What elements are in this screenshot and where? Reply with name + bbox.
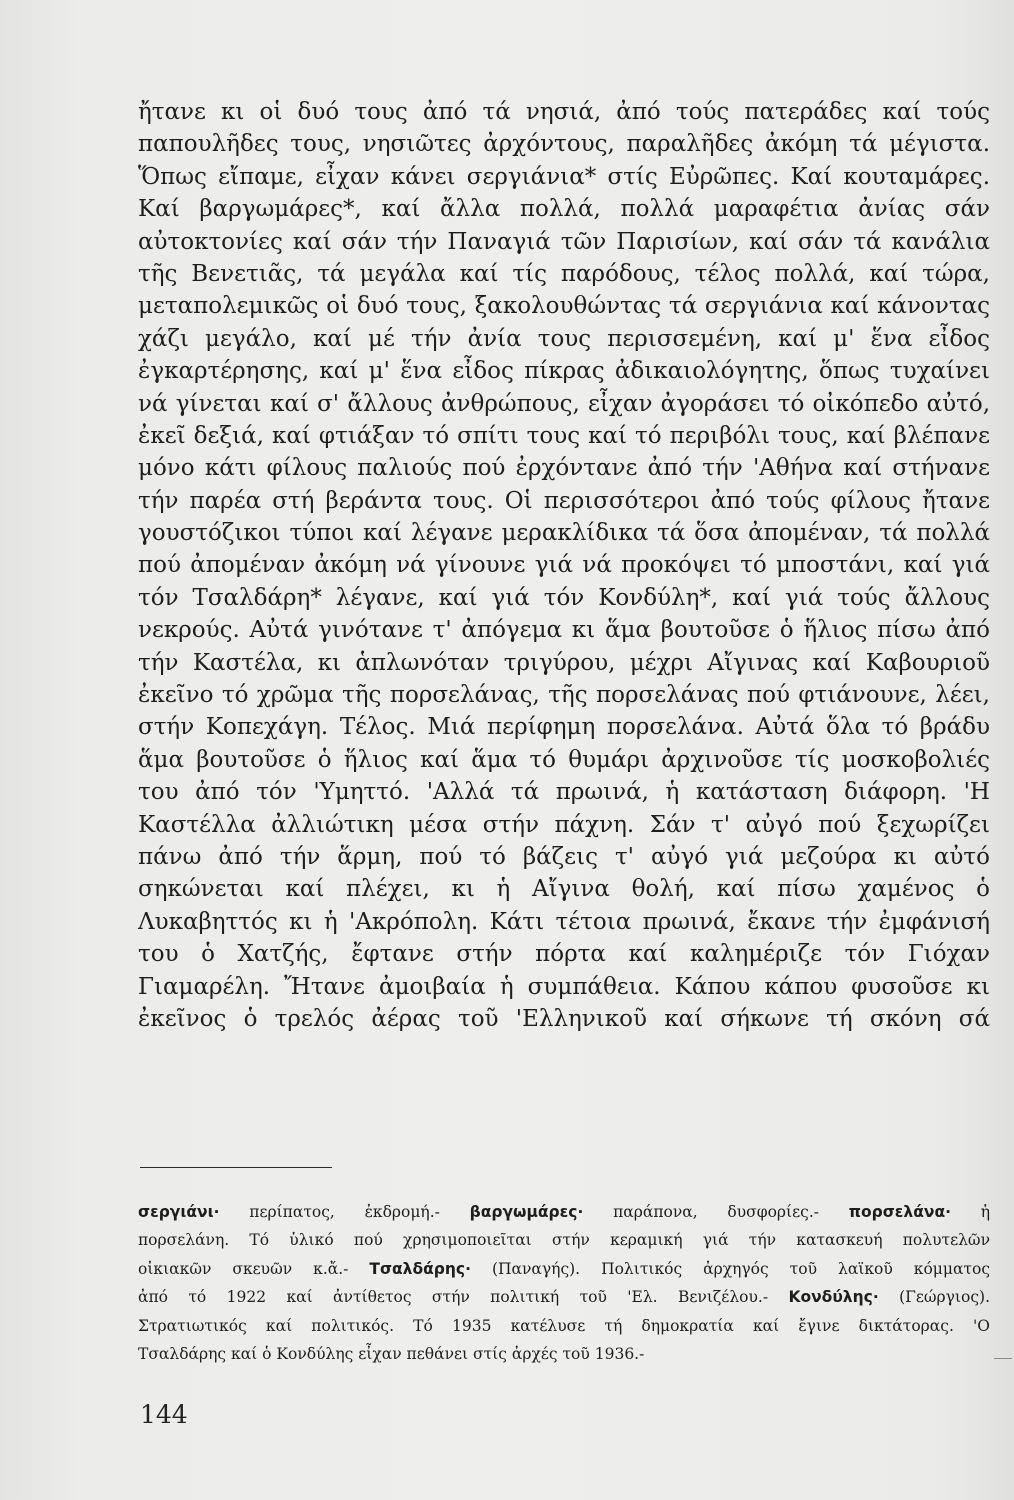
edge-mark — [994, 1358, 1012, 1359]
text-line: Γιαμαρέλη. Ἤτανε ἀμοιβαία ἡ συμπάθεια. Κάπου κάπου φυσοῦσε κι — [138, 973, 990, 1000]
text-line: στήν Κοπεχάγη. Τέλος. Μιά περίφημη πορσελάνα. Αὐτά ὅλα τό βράδυ — [138, 714, 990, 741]
text-line: σηκώνεται καί πλέχει, κι ἡ Αἴγινα θολή, καί πίσω χαμένος ὁ — [138, 876, 990, 903]
text-line: του ἀπό τόν 'Υμηττό. 'Αλλά τά πρωινά, ἡ κατάσταση διάφορη. 'Η — [138, 779, 990, 806]
text-line: τήν παρέα στή βεράντα τους. Οἱ περισσότεροι ἀπό τούς φίλους ἤτανε — [138, 487, 990, 514]
footnote-term: βαργωμάρες· — [469, 1203, 584, 1221]
footnote-text: περίπατος, ἐκδρομή.- — [219, 1203, 470, 1221]
footnote-text: ἀπό τό 1922 καί ἀντίθετος στήν πολιτική τοῦ 'Ελ. Βενιζέλου.- — [138, 1288, 789, 1307]
footnote-text: ἡ — [950, 1203, 990, 1221]
text-line: ἐκεῖνος ὁ τρελός ἀέρας τοῦ 'Ελληνικοῦ καί σήκωνε τή σκόνη σά — [138, 1005, 990, 1032]
footnote-line — [138, 1198, 990, 1226]
footnotes-block — [138, 1198, 990, 1368]
footnote-divider — [140, 1167, 332, 1168]
footnote-term: Τσαλδάρης· — [369, 1259, 471, 1278]
footnote-term: πορσελάνα· — [848, 1203, 951, 1221]
text-line: νά γίνεται καί σ' ἄλλους ἀνθρώπους, εἶχαν ἀγοράσει τό οἰκόπεδο αὐτό, — [138, 390, 990, 417]
text-line: ἐκεῖνο τό χρῶμα τῆς πορσελάνας, τῆς πορσελάνας πού φτιάνουνε, λέει, — [138, 682, 990, 709]
text-line: του ὁ Χατζής, ἔφτανε στήν πόρτα καί καλημέριζε τόν Γιόχαν — [138, 941, 990, 968]
text-line: τόν Τσαλδάρη* λέγανε, καί γιά τόν Κονδύλη*, καί γιά τούς ἄλλους — [138, 584, 990, 611]
text-line: νεκρούς. Αὐτά γινότανε τ' ἀπόγεμα κι ἅμα βουτοῦσε ὁ ἥλιος πίσω ἀπό — [138, 617, 990, 644]
text-line: χάζι μεγάλο, καί μέ τήν ἀνία τους περισσεμένη, καί μ' ἕνα εἶδος — [138, 325, 990, 352]
text-line: αὐτοκτονίες καί σάν τήν Παναγιά τῶν Παρισίων, καί σάν τά κανάλια — [138, 228, 990, 255]
text-line: παπουλῆδες τους, νησιῶτες ἀρχόντους, παραλῆδες ἀκόμη τά μέγιστα. — [138, 131, 990, 158]
text-line: Ὅπως εἴπαμε, εἶχαν κάνει σεργιάνια* στίς Εὐρῶπες. Καί κουταμάρες. — [138, 163, 990, 190]
footnote-line — [138, 1255, 990, 1283]
footnote-text: παράπονα, δυσφορίες.- — [583, 1203, 849, 1221]
text-line: μόνο κάτι φίλους παλιούς πού ἐρχόντανε ἀπό τήν 'Αθήνα καί στήνανε — [138, 455, 990, 482]
text-line: ἅμα βουτοῦσε ὁ ἥλιος καί ἅμα τό θυμάρι ἀρχινοῦσε τίς μοσκοβολιές — [138, 746, 990, 773]
text-line: ἐκεῖ δεξιά, καί φτιάξαν τό σπίτι τους καί τό περιβόλι τους, καί βλέπανε — [138, 422, 990, 449]
text-line: ἤτανε κι οἱ δυό τους ἀπό τά νησιά, ἀπό τούς πατεράδες καί τούς — [138, 99, 990, 125]
main-text-block — [138, 96, 990, 1035]
footnote-text: οἰκιακῶν σκευῶν κ.ἄ.- — [138, 1259, 370, 1278]
text-line: πάνω ἀπό τήν ἅρμη, πού τό βάζεις τ' αὐγό γιά μεζούρα κι αὐτό — [138, 843, 990, 870]
text-line: Καστέλλα ἀλλιώτικη μέσα στήν πάχνη. Σάν τ' αὐγό πού ξεχωρίζει — [138, 811, 990, 838]
text-line: πού ἀπομέναν ἀκόμη νά γίνουνε γιά νά προκόψει τό μποστάνι, καί γιά — [138, 552, 990, 579]
text-line: Καί βαργωμάρες*, καί ἄλλα πολλά, πολλά μαραφέτια ἀνίας σάν — [138, 196, 990, 223]
text-line: τῆς Βενετιᾶς, τά μεγάλα καί τίς παρόδους, τέλος πολλά, καί τώρα, — [138, 260, 990, 287]
footnote-term: σεργιάνι· — [138, 1203, 220, 1221]
footnote-text: πορσελάνη. Τό ὑλικό πού χρησιμοποιεῖται στήν κεραμική γιά τήν κατασκευή πολυτελῶν — [138, 1231, 990, 1250]
footnote-text: (Παναγής). Πολιτικός ἀρχηγός τοῦ λαϊκοῦ κόμματος — [470, 1259, 990, 1278]
text-line: γουστόζικοι τύποι καί λέγανε μερακλίδικα τά ὅσα ἀπομέναν, τά πολλά — [138, 520, 990, 547]
footnote-term: Κονδύλης· — [788, 1288, 879, 1307]
footnote-text: Τσαλδάρης καί ὁ Κονδύλης εἶχαν πεθάνει στίς ἀρχές τοῦ 1936.- — [138, 1344, 645, 1363]
text-line: ἐγκαρτέρησης, καί μ' ἕνα εἶδος πίκρας ἀδικαιολόγητης, ὅπως τυχαίνει — [138, 358, 990, 385]
text-line: τήν Καστέλα, κι ἁπλωνόταν τριγύρου, μέχρι Αἴγινας καί Καβουριοῦ — [138, 649, 990, 676]
footnote-line — [138, 1283, 990, 1311]
footnote-text: Στρατιωτικός καί πολιτικός. Τό 1935 κατέλυσε τή δημοκρατία καί ἔγινε δικτάτορας. 'Ο — [138, 1316, 990, 1335]
page-number: 144 — [140, 1400, 188, 1429]
footnote-text: (Γεώργιος). — [878, 1288, 990, 1307]
footnote-line — [138, 1340, 990, 1368]
text-line: μεταπολεμικῶς οἱ δυό τους, ξακολουθώντας τά σεργιάνια καί κάνοντας — [138, 293, 990, 320]
footnote-line — [138, 1226, 990, 1254]
footnote-line — [138, 1312, 990, 1340]
text-line: Λυκαβηττός κι ἡ 'Ακρόπολη. Κάτι τέτοια πρωινά, ἔκανε τήν ἐμφάνισή — [138, 908, 990, 935]
